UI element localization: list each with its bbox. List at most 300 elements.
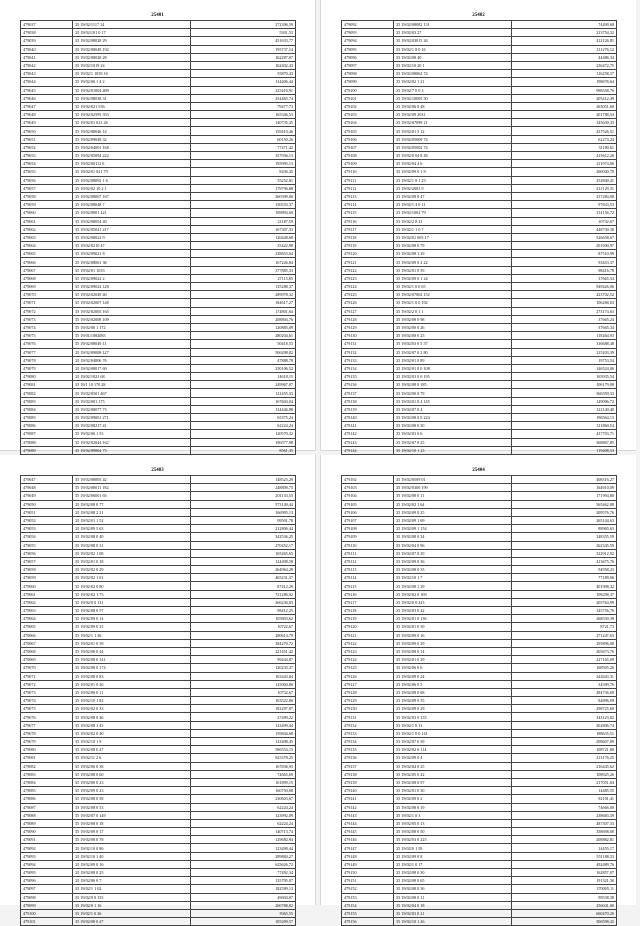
table-row [21, 828, 296, 836]
reference-code-cell: 35 19/02/06 0 7 [73, 877, 191, 885]
amount-cell: 565462,08 [512, 500, 617, 508]
amount-cell: 721286,02 [191, 590, 296, 598]
reference-code-cell: 35 19/02/10 0 86 [73, 844, 191, 852]
record-id-cell: 479056 [21, 176, 73, 184]
table-row [342, 209, 617, 217]
amount-cell: 437526,51 [512, 127, 617, 135]
table-row [342, 291, 617, 299]
reference-code-cell: 35 19/02/01 005 17 [394, 233, 512, 241]
table-row [21, 516, 296, 524]
record-id-cell: 479138 [342, 397, 394, 405]
amount-cell: 101899,15 [191, 778, 296, 786]
table-row [342, 803, 617, 811]
record-id-cell: 479055 [21, 541, 73, 549]
amount-cell: 62224,24 [191, 422, 296, 430]
record-id-cell: 479059 [21, 574, 73, 582]
reference-code-cell: 35 19/02/09 0 55 [394, 697, 512, 705]
reference-code-cell: 35 19/02/02 1 08 [73, 549, 191, 557]
reference-code-cell: 35 19/02/01 0 89 [394, 356, 512, 364]
record-id-cell: 479118 [342, 607, 394, 615]
reference-code-cell: 35 19/02/11 2 6 [73, 754, 191, 762]
amount-cell: 62224,24 [191, 819, 296, 827]
record-id-cell: 479042 [21, 61, 73, 69]
reference-code-cell: 35 19/02/06 1 53 [73, 430, 191, 438]
reference-code-cell: 35 19/02/00 0 79 [394, 389, 512, 397]
reference-code-cell: 35 19/02/01 0 29 [394, 656, 512, 664]
record-id-cell: 479096 [21, 877, 73, 885]
table-row [342, 37, 617, 45]
page-25402 [320, 0, 636, 451]
table-row [342, 574, 617, 582]
table-row [21, 405, 296, 413]
record-id-cell: 479092 [21, 844, 73, 852]
record-id-cell: 479051 [21, 135, 73, 143]
amount-cell: 284736,69 [512, 688, 617, 696]
record-id-cell: 479105 [342, 500, 394, 508]
reference-code-cell: 35 19/02/08 0 98 [394, 315, 512, 323]
record-id-cell: 479132 [342, 348, 394, 356]
table-row [342, 45, 617, 53]
amount-cell: 65375,24 [191, 414, 296, 422]
amount-cell: 377885,33 [191, 266, 296, 274]
record-id-cell: 479060 [21, 209, 73, 217]
record-id-cell: 479101 [342, 94, 394, 102]
amount-cell: 98412,25 [191, 607, 296, 615]
amount-cell: 195995,13 [191, 160, 296, 168]
record-id-cell: 479071 [21, 299, 73, 307]
reference-code-cell: 35 19/02/04 0 18 [394, 901, 512, 909]
record-id-cell: 479052 [21, 516, 73, 524]
amount-cell: 208882,81 [512, 836, 617, 844]
reference-code-cell: 35 19/02/01004 409 [73, 86, 191, 94]
reference-code-cell: 35 19/02/10 1 40 [73, 852, 191, 860]
amount-cell: 492489,76 [512, 860, 617, 868]
record-id-cell: 479084 [21, 405, 73, 413]
amount-cell: 120885,09 [191, 323, 296, 331]
amount-cell: 208804,76 [191, 315, 296, 323]
amount-cell: 10722,67 [191, 623, 296, 631]
amount-cell: 998358,76 [512, 86, 617, 94]
reference-code-cell: 35 19/02/09048 32 [73, 135, 191, 143]
table-row [342, 283, 617, 291]
table-row [21, 590, 296, 598]
record-id-cell: 479053 [21, 152, 73, 160]
amount-cell: 94958,23 [512, 566, 617, 574]
reference-code-cell: 35 19/02/03 0 225 [394, 836, 512, 844]
table-row [21, 885, 296, 893]
amount-cell: 280614,79 [191, 631, 296, 639]
record-id-cell: 479095 [342, 45, 394, 53]
record-id-cell: 479142 [342, 430, 394, 438]
amount-cell: 74666,00 [512, 803, 617, 811]
reference-code-cell: 35 19/02/01 0 59 [394, 266, 512, 274]
amount-cell: 5301,53 [191, 29, 296, 37]
table-row [342, 770, 617, 778]
amount-cell: 412126,81 [512, 37, 617, 45]
record-id-cell: 479128 [342, 688, 394, 696]
reference-code-cell: 35 19/02/08007 167 [73, 192, 191, 200]
reference-code-cell: 35 19/01/1082083 [73, 332, 191, 340]
table-row [21, 492, 296, 500]
amount-cell: 167836,93 [191, 762, 296, 770]
reference-code-cell: 35 19/02/1021 68 [73, 373, 191, 381]
record-id-cell: 479073 [21, 315, 73, 323]
table-row [21, 484, 296, 492]
table-row [342, 869, 617, 877]
record-id-cell: 479143 [342, 438, 394, 446]
reference-code-cell: 35 19/02/06 0 38 [73, 762, 191, 770]
amount-cell: 217051,04 [512, 778, 617, 786]
amount-cell: 159844,68 [191, 729, 296, 737]
reference-code-cell: 35 19/02/09 0 36 [394, 557, 512, 565]
table-row [21, 53, 296, 61]
reference-code-cell: 35 19/02/09 0 29 [394, 639, 512, 647]
reference-code-cell: 35 19/02/1 8 0 16 [394, 45, 512, 53]
record-id-cell: 479150 [342, 869, 394, 877]
table-row [342, 373, 617, 381]
reference-code-cell: 35 19/02/1 0 17 [394, 860, 512, 868]
table-row [342, 557, 617, 565]
table-row [342, 713, 617, 721]
amount-cell: 35252,81 [191, 176, 296, 184]
amount-cell: 60150,26 [191, 135, 296, 143]
table-row [21, 135, 296, 143]
amount-cell: 384270,72 [191, 639, 296, 647]
table-row [21, 274, 296, 282]
record-id-cell: 479153 [342, 893, 394, 901]
amount-cell: 215203,39 [512, 348, 617, 356]
table-row [21, 680, 296, 688]
reference-code-cell: 35 19/02/00 1 172 [73, 323, 191, 331]
record-id-cell: 479060 [21, 582, 73, 590]
amount-cell: 182599,13 [191, 885, 296, 893]
record-id-cell: 479050 [21, 127, 73, 135]
record-id-cell: 479098 [21, 893, 73, 901]
table-row [342, 152, 617, 160]
reference-code-cell: 35 19/02/08217 41 [73, 422, 191, 430]
record-id-cell: 479087 [21, 803, 73, 811]
amount-cell: 163443,84 [191, 672, 296, 680]
table-row [21, 422, 296, 430]
record-id-cell: 479038 [21, 29, 73, 37]
reference-code-cell: 35 19/02/7 0 0 3 [394, 86, 512, 94]
record-id-cell: 479138 [342, 770, 394, 778]
amount-cell: 345756,76 [512, 607, 617, 615]
record-id-cell: 479104 [342, 492, 394, 500]
record-id-cell: 479081 [21, 381, 73, 389]
table-row [21, 721, 296, 729]
table-row [342, 901, 617, 909]
reference-code-cell: 35 19/02/08 0 30 [394, 422, 512, 430]
amount-cell: 423702,52 [512, 291, 617, 299]
reference-code-cell: 35 19/02/08 1 29 [394, 250, 512, 258]
amount-cell: 120570,32 [191, 430, 296, 438]
amount-cell: 159410,46 [191, 127, 296, 135]
reference-code-cell: 35 19/02/08 0 11 [394, 893, 512, 901]
reference-code-cell: 35 19/02/08 0 79 [394, 242, 512, 250]
record-id-cell: 479039 [21, 37, 73, 45]
table-row [342, 476, 617, 484]
record-id-cell: 479123 [342, 274, 394, 282]
record-id-cell: 479121 [342, 258, 394, 266]
reference-code-cell: 35 19/02/09 0 24 [394, 672, 512, 680]
record-id-cell: 479113 [342, 192, 394, 200]
reference-code-cell: 35 19/02/08 0 31 [73, 541, 191, 549]
table-row [342, 680, 617, 688]
table-row [342, 266, 617, 274]
amount-cell: 98416,78 [512, 266, 617, 274]
record-id-cell: 479076 [21, 713, 73, 721]
reference-code-cell: 35 19/02/02 1 61 [73, 574, 191, 582]
amount-cell: 165265,65 [191, 549, 296, 557]
data-table [341, 475, 617, 926]
record-id-cell: 479096 [342, 53, 394, 61]
amount-cell: 55870,43 [191, 70, 296, 78]
amount-cell: 264964,28 [191, 566, 296, 574]
data-table [20, 20, 296, 471]
amount-cell: 268530,39 [512, 615, 617, 623]
record-id-cell: 479084 [21, 778, 73, 786]
reference-code-cell: 35 19/02/08 0 46 [73, 713, 191, 721]
table-row [21, 152, 296, 160]
amount-cell: 202806,74 [512, 721, 617, 729]
reference-code-cell: 35 19/02/0 0 155 [73, 893, 191, 901]
table-row [342, 446, 617, 454]
reference-code-cell: 35 19/02/08 0 19 [394, 803, 512, 811]
table-row [21, 45, 296, 53]
amount-cell: 118264,93 [512, 332, 617, 340]
amount-cell: 74490,68 [512, 21, 617, 29]
record-id-cell: 479156 [342, 918, 394, 926]
table-row [21, 250, 296, 258]
table-row [21, 893, 296, 901]
table-row [342, 323, 617, 331]
reference-code-cell: 35 19/02/09 0 16 [394, 631, 512, 639]
table-row [342, 364, 617, 372]
record-id-cell: 479049 [21, 492, 73, 500]
table-row [21, 225, 296, 233]
reference-code-cell: 35 19/02/0509 01 [394, 476, 512, 484]
amount-cell: 62274,24 [512, 135, 617, 143]
table-row [21, 438, 296, 446]
table-row [342, 70, 617, 78]
table-row [342, 500, 617, 508]
table-row [21, 192, 296, 200]
record-id-cell: 479078 [21, 729, 73, 737]
data-table [20, 475, 296, 926]
record-id-cell: 479147 [342, 844, 394, 852]
record-id-cell: 479094 [342, 37, 394, 45]
reference-code-cell: 35 19/02/02 1 73 [73, 590, 191, 598]
amount-cell: 271247,63 [512, 631, 617, 639]
table-row [21, 332, 296, 340]
amount-cell: 166995,13 [191, 508, 296, 516]
table-row [342, 795, 617, 803]
table-row [342, 389, 617, 397]
table-row [342, 738, 617, 746]
table-row [342, 405, 617, 413]
table-row [342, 860, 617, 868]
amount-cell: 174801,64 [191, 307, 296, 315]
record-id-cell: 479111 [342, 549, 394, 557]
table-row [342, 623, 617, 631]
record-id-cell: 479108 [342, 152, 394, 160]
table-row [21, 86, 296, 94]
amount-cell: 526658,67 [512, 233, 617, 241]
amount-cell: 135288,37 [191, 283, 296, 291]
record-id-cell: 479133 [342, 729, 394, 737]
amount-cell: 99501,78 [191, 516, 296, 524]
reference-code-cell: 35 19/02/10 1 9 [73, 738, 191, 746]
amount-cell: 77492,34 [191, 869, 296, 877]
amount-cell: 108298,37 [512, 590, 617, 598]
amount-cell: 266236,83 [191, 598, 296, 606]
reference-code-cell: 35 19/02/09 0 29 [394, 705, 512, 713]
table-row [21, 803, 296, 811]
record-id-cell: 479117 [342, 225, 394, 233]
reference-code-cell: 35 19/02/02 0 114 [394, 746, 512, 754]
amount-cell: 273174,63 [512, 307, 617, 315]
table-row [21, 217, 296, 225]
amount-cell: 140735,35 [191, 119, 296, 127]
record-id-cell: 479107 [342, 516, 394, 524]
table-row [342, 631, 617, 639]
record-id-cell: 479057 [21, 557, 73, 565]
reference-code-cell: 35 19/02/001 175 [73, 397, 191, 405]
table-row [342, 525, 617, 533]
table-row [342, 274, 617, 282]
reference-code-cell: 35 19/02/09 5 63 [73, 525, 191, 533]
record-id-cell: 479095 [21, 869, 73, 877]
record-id-cell: 479093 [21, 852, 73, 860]
record-id-cell: 479122 [342, 639, 394, 647]
record-id-cell: 479081 [21, 754, 73, 762]
reference-code-cell: 35 19/02/03015 26 [394, 37, 512, 45]
amount-cell: 225416,91 [191, 86, 296, 94]
table-row [342, 422, 617, 430]
reference-code-cell: 35 19/02/08054 40 [73, 217, 191, 225]
table-row [342, 893, 617, 901]
reference-code-cell: 35 19/02/09 0 1 24 [394, 274, 512, 282]
amount-cell: 212806,44 [191, 525, 296, 533]
amount-cell: 99444,87 [191, 656, 296, 664]
table-row [342, 250, 617, 258]
amount-cell: 146524,06 [512, 364, 617, 372]
amount-cell: 77471,42 [191, 143, 296, 151]
table-row [342, 168, 617, 176]
record-id-cell: 479131 [342, 713, 394, 721]
table-row [21, 598, 296, 606]
table-row [342, 315, 617, 323]
record-id-cell: 479061 [21, 217, 73, 225]
reference-code-cell: 35 19/02/08028 28 [73, 53, 191, 61]
record-id-cell: 479143 [342, 811, 394, 819]
record-id-cell: 479116 [342, 590, 394, 598]
reference-code-cell: 35 19/02/01 0 30 [394, 787, 512, 795]
record-id-cell: 479087 [21, 430, 73, 438]
amount-cell: 211974,86 [512, 160, 617, 168]
record-id-cell: 479085 [21, 414, 73, 422]
amount-cell: 49694,07 [191, 893, 296, 901]
record-id-cell: 479102 [342, 476, 394, 484]
record-id-cell: 479122 [342, 266, 394, 274]
record-id-cell: 479154 [342, 901, 394, 909]
reference-code-cell: 35 19/02/0001 421 [73, 209, 191, 217]
page-25401 [0, 0, 316, 451]
amount-cell: 342536,25 [191, 533, 296, 541]
table-row [21, 909, 296, 917]
reference-code-cell: 35 19/02/1117 14 [73, 21, 191, 29]
reference-code-cell: 35 19/02/02 0 33 [73, 705, 191, 713]
record-id-cell: 479068 [21, 274, 73, 282]
record-id-cell: 479072 [21, 307, 73, 315]
reference-code-cell: 35 19/02/08 0 83 [73, 672, 191, 680]
reference-code-cell: 35 19/02/08 0 141 [73, 656, 191, 664]
amount-cell: 31180,61 [512, 143, 617, 151]
reference-code-cell: 35 19/02/1 0 26 [73, 909, 191, 917]
record-id-cell: 479116 [342, 217, 394, 225]
amount-cell: 105803,62 [191, 615, 296, 623]
table-row [342, 356, 617, 364]
reference-code-cell: 35 19/02/08049 11 [73, 340, 191, 348]
record-id-cell: 479115 [342, 209, 394, 217]
reference-code-cell: 35 19/02/101 0 17 [73, 29, 191, 37]
amount-cell: 116258,37 [512, 70, 617, 78]
reference-code-cell: 35 19/02/07 0 25 [394, 438, 512, 446]
table-row [342, 754, 617, 762]
table-row [21, 258, 296, 266]
amount-cell: 357936,13 [191, 152, 296, 160]
amount-cell: 506298,02 [191, 348, 296, 356]
amount-cell: 437703,71 [512, 430, 617, 438]
record-id-cell: 479066 [21, 258, 73, 266]
reference-code-cell: 35 19/02/04 0 25 [394, 762, 512, 770]
table-row [21, 869, 296, 877]
record-id-cell: 479066 [21, 631, 73, 639]
reference-code-cell: 35 19/02/08048 7 [73, 201, 191, 209]
reference-code-cell: 35 19/02/08017 69 [73, 364, 191, 372]
table-row [21, 381, 296, 389]
table-row [21, 70, 296, 78]
amount-cell: 10732,67 [191, 688, 296, 696]
record-id-cell: 479065 [21, 623, 73, 631]
reference-code-cell: 35 19/02/09022 128 [73, 283, 191, 291]
table-row [342, 508, 617, 516]
reference-code-cell: 35 19/02/02 0 80 [73, 582, 191, 590]
amount-cell: 106268,63 [512, 299, 617, 307]
record-id-cell: 479079 [21, 738, 73, 746]
amount-cell: 108925,26 [512, 770, 617, 778]
record-id-cell: 479058 [21, 566, 73, 574]
amount-cell: 252840,41 [512, 176, 617, 184]
amount-cell: 47888,78 [191, 356, 296, 364]
amount-cell: 195737,14 [191, 45, 296, 53]
table-row [21, 607, 296, 615]
reference-code-cell: 35 19/02/09 0 2 22 [394, 258, 512, 266]
record-id-cell: 479133 [342, 356, 394, 364]
reference-code-cell: 35 19/02/1019 24 [73, 61, 191, 69]
amount-cell: 205673,76 [512, 647, 617, 655]
table-row [342, 639, 617, 647]
reference-code-cell: 35 19/02/08038 31 [73, 94, 191, 102]
reference-code-cell: 35 19/02/08 0 185 [394, 381, 512, 389]
reference-code-cell: 35 19/02/08 0 78 [73, 836, 191, 844]
reference-code-cell: 35 19/02/09 0 23 [73, 787, 191, 795]
amount-cell: 360359,33 [512, 389, 617, 397]
reference-code-cell: 35 19/02/08 0 53 [73, 803, 191, 811]
reference-code-cell: 35 19/02/08 1 29 [394, 582, 512, 590]
record-id-cell: 479063 [21, 607, 73, 615]
